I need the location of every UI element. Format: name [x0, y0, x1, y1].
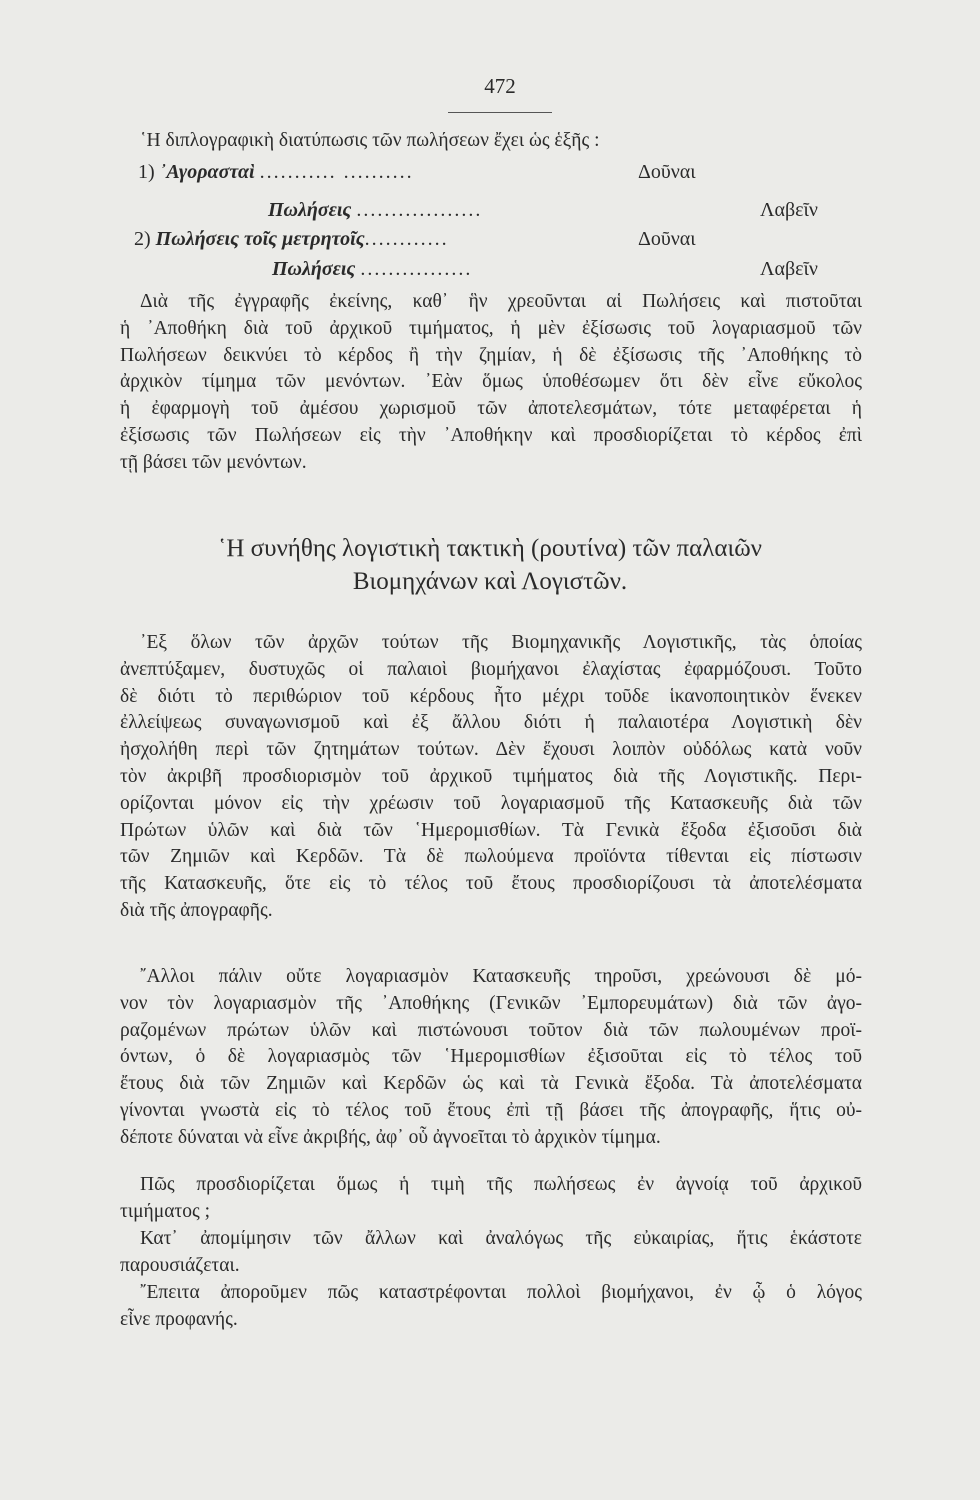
text-line: Πωλήσεων δεικνύει τὸ κέρδος ἢ τὴν ζημίαν, ἡ δὲ ἐξίσωσις τῆς ᾿Αποθήκης τὸ	[120, 344, 862, 366]
entry-2-credit-side: Λαβεῖν	[760, 258, 818, 280]
text-line: νον τὸν λογαριασμὸν τῆς ᾿Αποθήκης (Γενικῶν ᾿Εμπορευμάτων) διὰ τῶν ἀγο-	[120, 992, 862, 1014]
text-line: ἡ ᾿Αποθήκη διὰ τοῦ ἀρχικοῦ τιμήματος, ἡ μὲν ἐξίσωσις τοῦ λογαριασμοῦ τῶν	[120, 317, 862, 339]
section-heading: ῾Η συνήθης λογιστικὴ τακτικὴ (ρουτίνα) τῶν παλαιῶν	[218, 535, 762, 562]
text-line: γίνονται γνωστὰ εἰς τὸ τέλος τοῦ ἔτους ἐπὶ τῇ βάσει τῆς ἀπογραφῆς, ἥτις οὐ-	[120, 1099, 862, 1121]
entry-2-credit	[272, 258, 472, 281]
paragraph-1	[120, 289, 862, 477]
text-line: ἐλλείψεως συναγωνισμοῦ καὶ ἐξ ἄλλου διότι ἡ παλαιοτέρα Λογιστικὴ δὲν	[120, 712, 862, 734]
entry-1-credit-side: Λαβεῖν	[760, 199, 818, 221]
intro-line	[120, 128, 862, 155]
entry-number: 1)	[138, 161, 155, 183]
entry-2-debit	[134, 228, 449, 251]
text-line: όντων, ὁ δὲ λογαριασμὸς τῶν ῾Ημερομισθίων ἐξισοῦται εἰς τὸ τέλος τοῦ	[120, 1046, 862, 1068]
paragraph-6	[120, 1280, 862, 1334]
section-heading: Βιομηχάνων καὶ Λογιστῶν.	[352, 568, 628, 595]
text-line: τῶν Ζημιῶν καὶ Κερδῶν. Τὰ δὲ πωλούμενα προϊόντα τίθενται εἰς πίστωσιν	[120, 846, 862, 868]
text-line: ἠσχολήθη περὶ τῶν ζητημάτων τούτων. Δὲν ἔχουσι λοιπὸν οὐδόλως κατὰ νοῦν	[120, 739, 862, 761]
paragraph-5	[120, 1226, 862, 1280]
entry-1-credit	[268, 199, 482, 222]
text-line: δὲ διότι τὸ περιθώριον τοῦ κέρδους ἦτο μέχρι τοῦδε ἱκανοποιητικὸν ἕνεκεν	[120, 685, 862, 707]
entry-number: 2)	[134, 228, 151, 250]
entry-dots: ............	[364, 228, 449, 250]
text-line: Πῶς προσδιορίζεται ὅμως ἡ τιμὴ τῆς πωλήσεως ἐν ἀγνοίᾳ τοῦ ἀρχικοῦ	[140, 1174, 862, 1195]
page-number: 472	[484, 74, 516, 98]
text-line: εἶνε προφανής.	[120, 1308, 238, 1330]
entry-2-side: Δοῦναι	[638, 228, 696, 250]
text-line: τῆς Κατασκευῆς, ὅτε εἰς τὸ τέλος τοῦ ἔτους προσδιορίζουσι τὰ ἀποτελέσματα	[120, 873, 862, 895]
text-line: ᾿Εξ ὅλων τῶν ἀρχῶν τούτων τῆς Βιομηχανικῆς Λογιστικῆς, τὰς ὁποίας	[140, 632, 862, 653]
text-line: ἀνεπτύξαμεν, δυστυχῶς οἱ παλαιοὶ βιομήχανοι ἐλαχίστας ἐφαρμόζουσι. Τοῦτο	[120, 658, 862, 680]
text-line: Διὰ τῆς ἐγγραφῆς ἐκείνης, καθ᾿ ἣν χρεοῦνται αἱ Πωλήσεις καὶ πιστοῦται	[140, 291, 862, 312]
entry-1-side: Δοῦναι	[638, 161, 696, 183]
entry-1-debit	[138, 161, 414, 184]
paragraph-4	[120, 1172, 862, 1226]
text-line: ἀρχικὸν τίμημα τῶν μενόντων. ᾿Εὰν ὅμως ὑποθέσωμεν ὅτι δὲν εἶνε εὔκολος	[120, 371, 862, 393]
text-line: ἔτους διὰ τῶν Ζημιῶν καὶ Κερδῶν ὡς καὶ τὰ Γενικὰ ἔξοδα. Τὰ ἀποτελέσματα	[120, 1073, 862, 1095]
text-line: Πρώτων ὑλῶν καὶ διὰ τῶν ῾Ημερομισθίων. Τὰ Γενικὰ ἔξοδα ἐξισοῦσι διὰ	[120, 819, 862, 841]
entry-dots: ................	[360, 258, 473, 280]
text-line: ἡ ἐφαρμογὴ τοῦ ἀμέσου χωρισμοῦ τῶν ἀποτελεσμάτων, τότε μεταφέρεται ἡ	[120, 398, 862, 420]
text-line: διὰ τῆς ἀπογραφῆς.	[120, 899, 273, 921]
paragraph-3	[120, 964, 862, 1152]
text-line: δέποτε δύναται νὰ εἶνε ἀκριβής, ἀφ᾿ οὗ ἀγνοεῖται τὸ ἀρχικὸν τίμημα.	[120, 1126, 661, 1148]
text-line: τὸν ἀκριβῆ προσδιορισμὸν τοῦ ἀρχικοῦ τιμήματος διὰ τῆς Λογιστικῆς. Περι-	[120, 765, 862, 787]
entry-dots: ........... ..........	[259, 161, 414, 183]
text-line: ἐξίσωσις τῶν Πωλήσεων εἰς τὴν ᾿Αποθήκην καὶ προσδιορίζεται τὸ κέρδος ἐπὶ	[120, 424, 862, 446]
paragraph-2	[120, 630, 862, 925]
entry-dots: ..................	[356, 199, 483, 221]
page-number-rule	[448, 112, 552, 113]
entry-account: Πωλήσεις	[268, 199, 352, 221]
text-line: ῎Επειτα ἀποροῦμεν πῶς καταστρέφονται πολλοὶ βιομήχανοι, ἐν ᾧ ὁ λόγος	[140, 1282, 862, 1303]
intro-text: ῾Η διπλογραφικὴ διατύπωσις τῶν πωλήσεων ἔχει ὡς ἑξῆς :	[140, 130, 600, 151]
entry-account: ᾿Αγορασταὶ	[159, 161, 255, 183]
text-line: ῎Αλλοι πάλιν οὔτε λογαριασμὸν Κατασκευῆς τηροῦσι, χρεώνουσι δὲ μό-	[140, 966, 862, 987]
text-line: τῇ βάσει τῶν μενόντων.	[120, 451, 307, 473]
text-line: Κατ᾿ ἀπομίμησιν τῶν ἄλλων καὶ ἀναλόγως τῆς εὐκαιρίας, ἥτις ἑκάστοτε	[140, 1228, 862, 1249]
text-line: τιμήματος ;	[120, 1200, 211, 1222]
entry-account: Πωλήσεις τοῖς μετρητοῖς	[155, 228, 365, 250]
text-line: ορίζονται μόνον εἰς τὴν χρέωσιν τοῦ λογαριασμοῦ τῆς Κατασκευῆς διὰ τῶν	[120, 792, 862, 814]
entry-account: Πωλήσεις	[272, 258, 356, 280]
text-line: παρουσιάζεται.	[120, 1254, 240, 1276]
text-line: ραζομένων πρώτων ὑλῶν καὶ πιστώνουσι τοῦτον διὰ τῶν πωλουμένων προϊ-	[120, 1019, 862, 1041]
